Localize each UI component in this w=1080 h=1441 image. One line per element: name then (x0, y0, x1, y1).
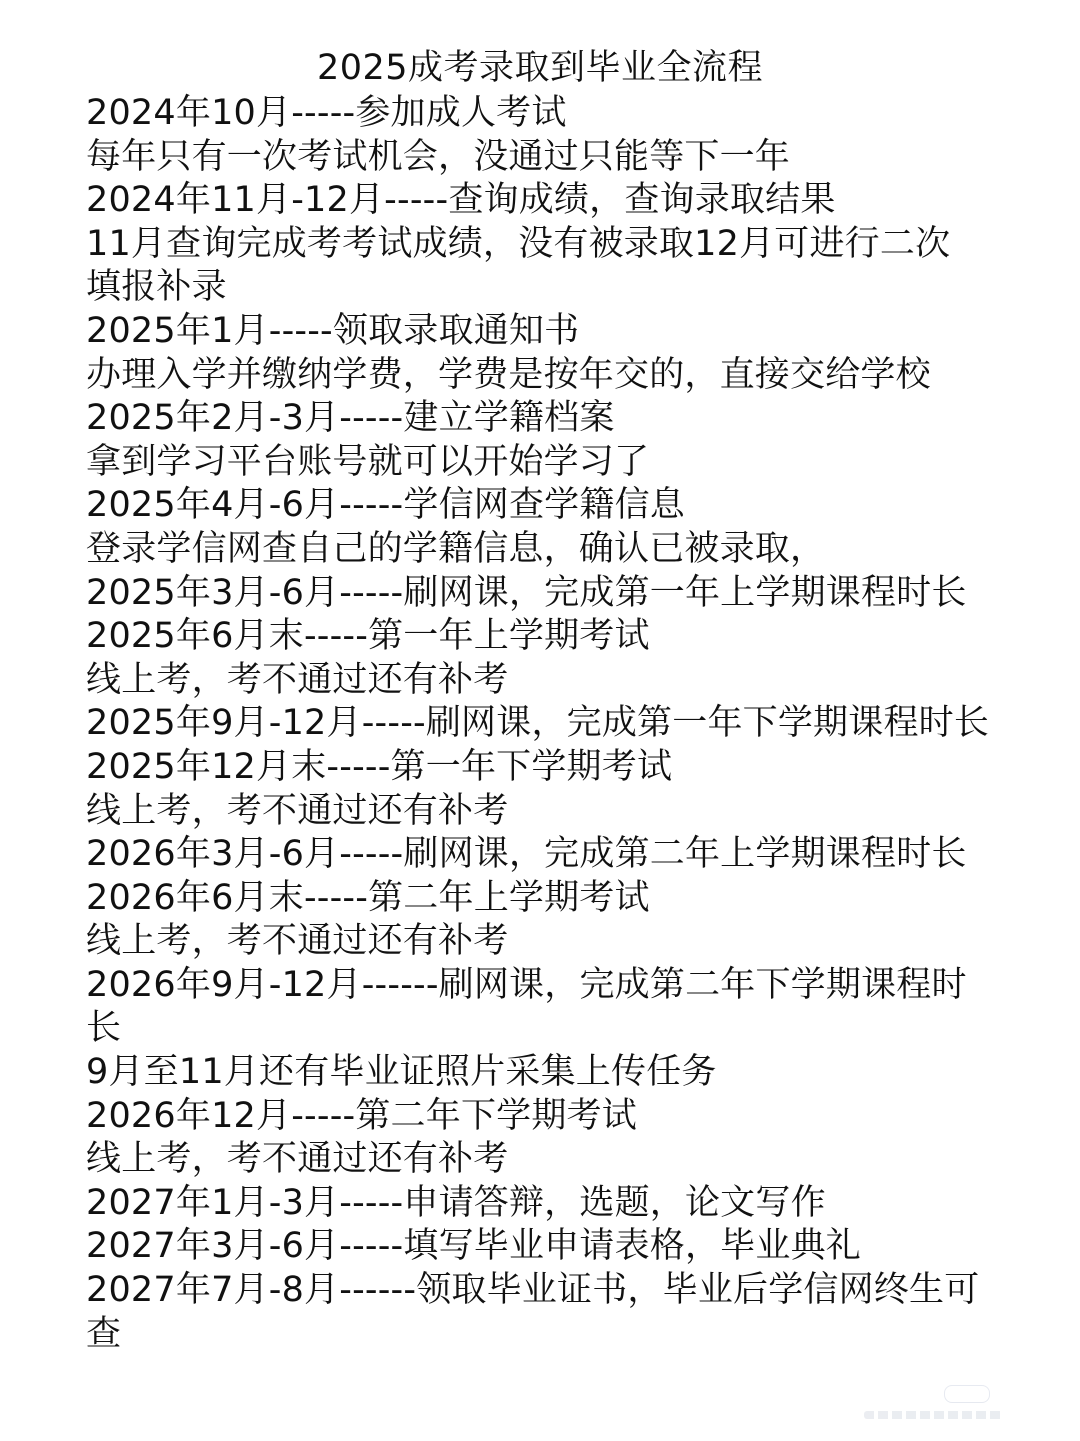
timeline-line: 2026年3月-6月-----刷网课，完成第二年上学期课程时长 (86, 834, 967, 875)
timeline-line: 填报补录 (86, 267, 227, 308)
timeline-line: 2027年1月-3月-----申请答辩，选题，论文写作 (86, 1182, 826, 1223)
watermark-text-mark (864, 1411, 1004, 1419)
timeline-line: 2027年7月-8月------领取毕业证书，毕业后学信网终生可 (86, 1270, 980, 1311)
page-title: 2025成考录取到毕业全流程 (316, 48, 764, 88)
timeline-line: 2026年6月末-----第二年上学期考试 (86, 877, 650, 918)
timeline-line: 长 (86, 1008, 122, 1049)
watermark (864, 1385, 1004, 1419)
timeline-line: 2024年10月-----参加成人考试 (86, 93, 567, 133)
timeline-line: 2025年4月-6月-----学信网查学籍信息 (86, 485, 685, 526)
timeline-line: 查 (86, 1313, 122, 1354)
timeline-line: 2027年3月-6月-----填写毕业申请表格，毕业典礼 (86, 1226, 861, 1267)
timeline-line: 拿到学习平台账号就可以开始学习了 (86, 441, 650, 482)
timeline-line: 2026年9月-12月------刷网课，完成第二年下学期课程时 (86, 964, 967, 1005)
timeline-line: 2025年12月末-----第一年下学期考试 (86, 746, 673, 787)
timeline-line: 线上考，考不通过还有补考 (86, 1139, 509, 1180)
watermark-badge (944, 1385, 990, 1403)
timeline-line: 2026年12月-----第二年下学期考试 (86, 1095, 637, 1136)
timeline-line: 2025年3月-6月-----刷网课，完成第一年上学期课程时长 (86, 572, 967, 613)
timeline-line: 线上考，考不通过还有补考 (86, 659, 509, 700)
timeline-line: 每年只有一次考试机会，没通过只能等下一年 (86, 136, 791, 177)
timeline-line: 办理入学并缴纳学费，学费是按年交的，直接交给学校 (86, 354, 931, 395)
timeline-line: 9月至11月还有毕业证照片采集上传任务 (86, 1052, 717, 1093)
timeline-list (86, 92, 1006, 1356)
timeline-line: 线上考，考不通过还有补考 (86, 921, 509, 962)
timeline-line: 线上考，考不通过还有补考 (86, 790, 509, 831)
timeline-line: 2025年9月-12月-----刷网课，完成第一年下学期课程时长 (86, 703, 990, 744)
timeline-line: 2025年6月末-----第一年上学期考试 (86, 616, 650, 657)
timeline-line: 2025年1月-----领取录取通知书 (86, 310, 580, 351)
timeline-line: 登录学信网查自己的学籍信息，确认已被录取， (86, 528, 826, 569)
timeline-line: 2025年2月-3月-----建立学籍档案 (86, 398, 615, 439)
timeline-line: 11月查询完成考考试成绩，没有被录取12月可进行二次 (86, 223, 951, 264)
timeline-line: 2024年11月-12月-----查询成绩，查询录取结果 (86, 180, 836, 221)
